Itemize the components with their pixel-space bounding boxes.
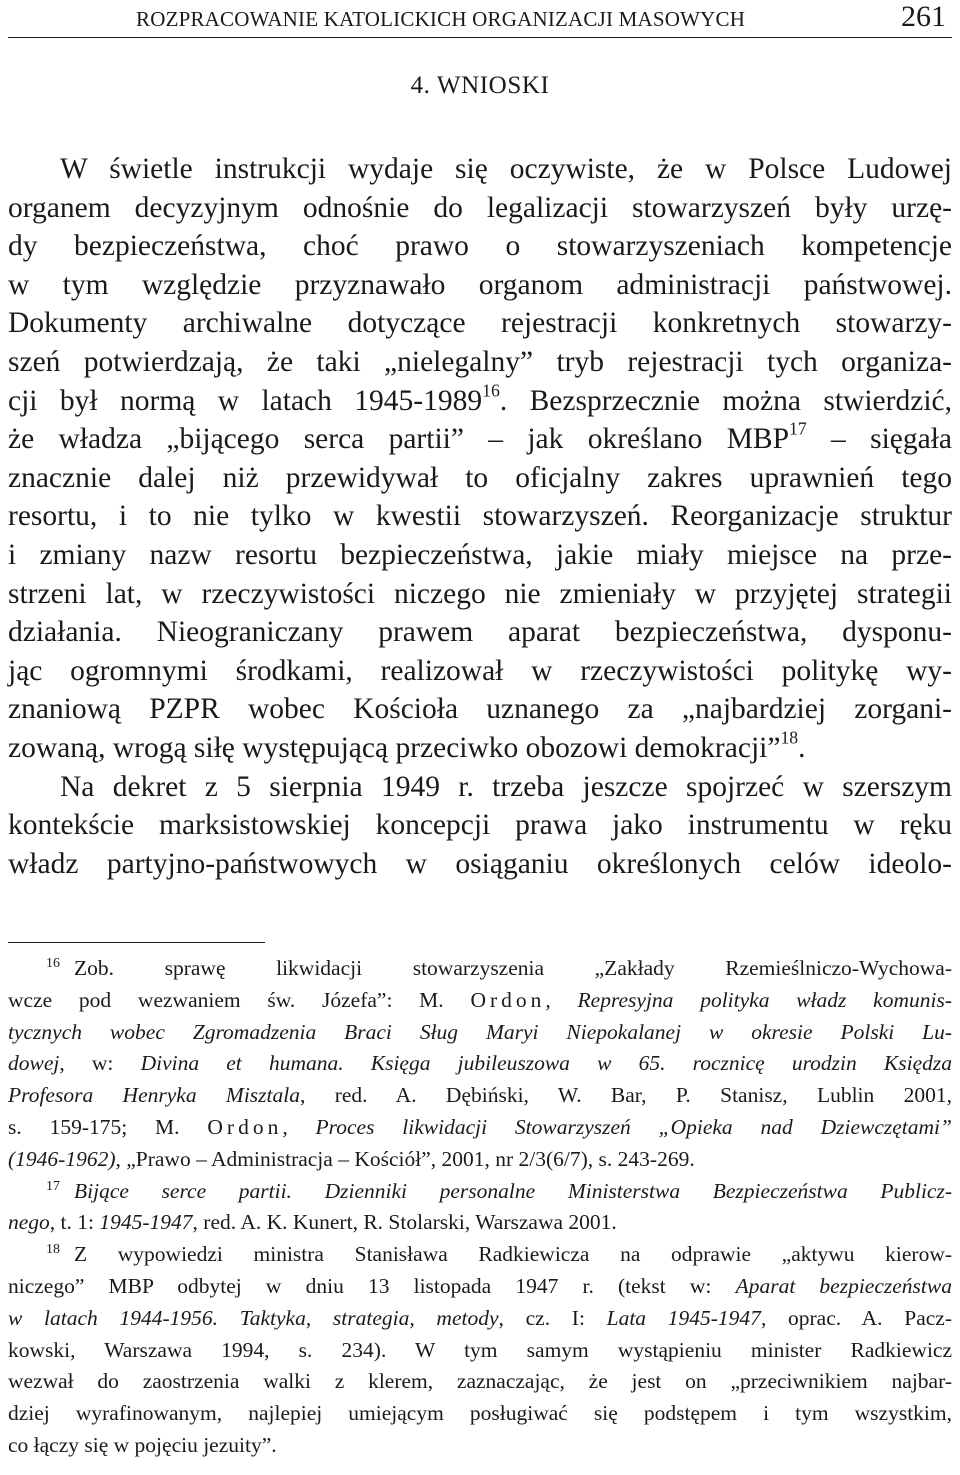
footnote-line <box>8 1048 952 1080</box>
footnote-text: , cz. I: <box>498 1305 607 1330</box>
footnote-mark-17: 17 <box>46 1178 60 1194</box>
footnote-rule <box>8 942 265 943</box>
footnote-title: w latach 1944-1956. Taktyka, strategia, metody <box>8 1305 499 1330</box>
footnote-text: , w: <box>59 1051 141 1076</box>
footnote-ref-17: 17 <box>789 418 807 439</box>
body-line: szeń potwierdzają, że taki „nielegalny” tryb rejestracji tych organiza- <box>8 345 952 378</box>
body-line: działania. Nieograniczany prawem aparat bezpieczeństwa, dysponu- <box>8 616 952 649</box>
footnote-author: Ordon <box>470 987 546 1012</box>
footnote-mark-16: 16 <box>46 956 60 972</box>
book-page <box>8 0 952 1475</box>
body-line: i zmiany nazw resortu bezpieczeństwa, jakie miały miejsce na prze- <box>8 538 952 571</box>
footnote-line <box>8 1303 952 1335</box>
footnote-title: (1946-1962) <box>8 1146 116 1171</box>
footnote-title: Represyjna polityka władz komunis- <box>577 987 952 1012</box>
footnote-text: Zob. sprawę likwidacji stowarzyszenia „Zakłady Rzemieślniczo-Wychowa- <box>74 956 952 980</box>
body-line: strzeni lat, w rzeczywistości niczego nie zmieniały w przyjętej strategii <box>8 577 952 610</box>
body-line <box>8 420 952 459</box>
body-text-span: . <box>798 731 806 764</box>
footnote-text: wcze pod wezwaniem św. Józefa”: M. <box>8 987 471 1012</box>
footnote-line <box>8 1144 952 1176</box>
footnote-text: , <box>282 1114 316 1139</box>
footnote-line: dziej wyrafinowanym, najlepiej umiejącym posługiwać się podstępem i tym wszystkim, <box>8 1401 952 1426</box>
footnote-mark-18: 18 <box>46 1242 60 1258</box>
body-text-span: że władza „bijącego serca partii” – jak określano MBP <box>8 423 790 456</box>
body-text-span: – sięgała <box>806 423 952 456</box>
footnote-line <box>8 953 952 985</box>
body-line: w tym względzie przyznawało organom administracji państwowej. <box>8 268 952 301</box>
footnote-title: tycznych wobec Zgromadzenia Braci Sług Maryi Niepokalanej w okresie Polski Lu- <box>8 1019 952 1044</box>
footnote-title: 1945-1947 <box>99 1210 193 1235</box>
footnote-text: s. 159-175; M. <box>8 1114 208 1139</box>
footnote-ref-16: 16 <box>482 380 500 401</box>
footnote-text: , t. 1: <box>49 1210 100 1235</box>
footnote-line <box>8 1207 952 1239</box>
footnote-title: Divina et humana. Księga jubileuszowa w 65. rocznicę urodzin Księdza <box>140 1051 953 1076</box>
header-rule <box>8 37 952 38</box>
footnote-title: Lata 1945-1947 <box>606 1305 761 1330</box>
body-line <box>8 382 952 421</box>
footnote-line <box>8 1176 952 1208</box>
body-line: W świetle instrukcji wydaje się oczywiste, że w Polsce Ludowej <box>60 153 952 185</box>
footnote-line: wezwał do zaostrzenia walki z klerem, zaznaczając, że jest on „przeciwnikiem najbar- <box>8 1369 952 1394</box>
body-line: władz partyjno-państwowych w osiąganiu określonych celów ideolo- <box>8 847 952 880</box>
body-line <box>8 729 952 768</box>
footnote-ref-18: 18 <box>780 727 799 748</box>
body-line: znacznie dalej niż przewidywał to oficjalny zakres uprawnień tego <box>8 461 952 494</box>
footnote-line <box>8 1239 952 1271</box>
footnote-text: , red. A. Dębiński, W. Bar, P. Stanisz, Lublin 2001, <box>299 1083 952 1108</box>
body-text <box>8 150 952 883</box>
body-line: kontekście marksistowskiej koncepcji prawa jako instrumentu w ręku <box>8 809 952 842</box>
body-line: Dokumenty archiwalne dotyczące rejestracji konkretnych stowarzy- <box>8 307 952 340</box>
footnote-line <box>8 1271 952 1303</box>
body-text-span: cji był normą w latach 1945-1989 <box>8 384 483 417</box>
footnote-line <box>8 1080 952 1112</box>
running-head-title: ROZPRACOWANIE KATOLICKICH ORGANIZACJI MASOWYCH <box>136 7 746 31</box>
footnote-title: Aparat bezpieczeństwa <box>735 1273 952 1298</box>
body-line: resortu, i to nie tylko w kwestii stowarzyszeń. Reorganizacje struktur <box>8 500 952 533</box>
body-line: organem decyzyjnym odnośnie do legalizacji stowarzyszeń były urzę- <box>8 191 952 224</box>
footnote-line: co łączy się w pojęciu jezuity”. <box>8 1432 277 1457</box>
body-line: Na dekret z 5 sierpnia 1949 r. trzeba jeszcze spojrzeć w szerszym <box>60 770 952 803</box>
page-number: 261 <box>901 0 946 33</box>
footnote-line: kowski, Warszawa 1994, s. 234). W tym samym wystąpieniu minister Radkiewicz <box>8 1337 952 1362</box>
section-heading: 4. WNIOSKI <box>410 72 550 99</box>
footnote-text: , red. A. K. Kunert, R. Stolarski, Warszawa 2001. <box>192 1210 617 1235</box>
footnote-title: dowej <box>8 1051 60 1076</box>
footnote-line <box>8 985 952 1017</box>
footnote-title: Proces likwidacji Stowarzyszeń „Opieka nad Dziewczętami” <box>315 1114 952 1139</box>
footnote-text: , <box>545 987 578 1012</box>
footnote-line <box>8 1017 952 1049</box>
footnote-text: , „Prawo – Administracja – Kościół”, 2001, nr 2/3(6/7), s. 243-269. <box>115 1146 695 1171</box>
footnote-title: nego <box>8 1210 50 1235</box>
footnote-line <box>8 1112 952 1144</box>
body-text-span: zowaną, wrogą siłę występującą przeciwko obozowi demokracji” <box>8 731 781 764</box>
footnote-text: , oprac. A. Pacz- <box>760 1305 953 1330</box>
body-text-span: . Bezsprzecznie można stwierdzić, <box>499 384 952 417</box>
body-line: znaniową PZPR wobec Kościoła uznanego za „najbardziej zorgani- <box>8 693 952 726</box>
footnote-author: Ordon <box>207 1114 283 1139</box>
body-line: dy bezpieczeństwa, choć prawo o stowarzyszeniach kompetencje <box>8 230 952 263</box>
footnote-title: Profesora Henryka Misztala <box>8 1083 300 1108</box>
footnotes <box>8 953 952 1462</box>
footnote-text: Z wypowiedzi ministra Stanisława Radkiewicza na odprawie „aktywu kierow- <box>74 1242 952 1267</box>
body-line: jąc ogromnymi środkami, realizował w rzeczywistości politykę wy- <box>8 654 952 687</box>
footnote-title: Bijące serce partii. Dzienniki personalne Ministerstwa Bezpieczeństwa Publicz- <box>74 1178 952 1203</box>
running-head <box>8 0 952 40</box>
footnote-text: niczego” MBP odbytej w dniu 13 listopada 1947 r. (tekst w: <box>8 1273 736 1298</box>
